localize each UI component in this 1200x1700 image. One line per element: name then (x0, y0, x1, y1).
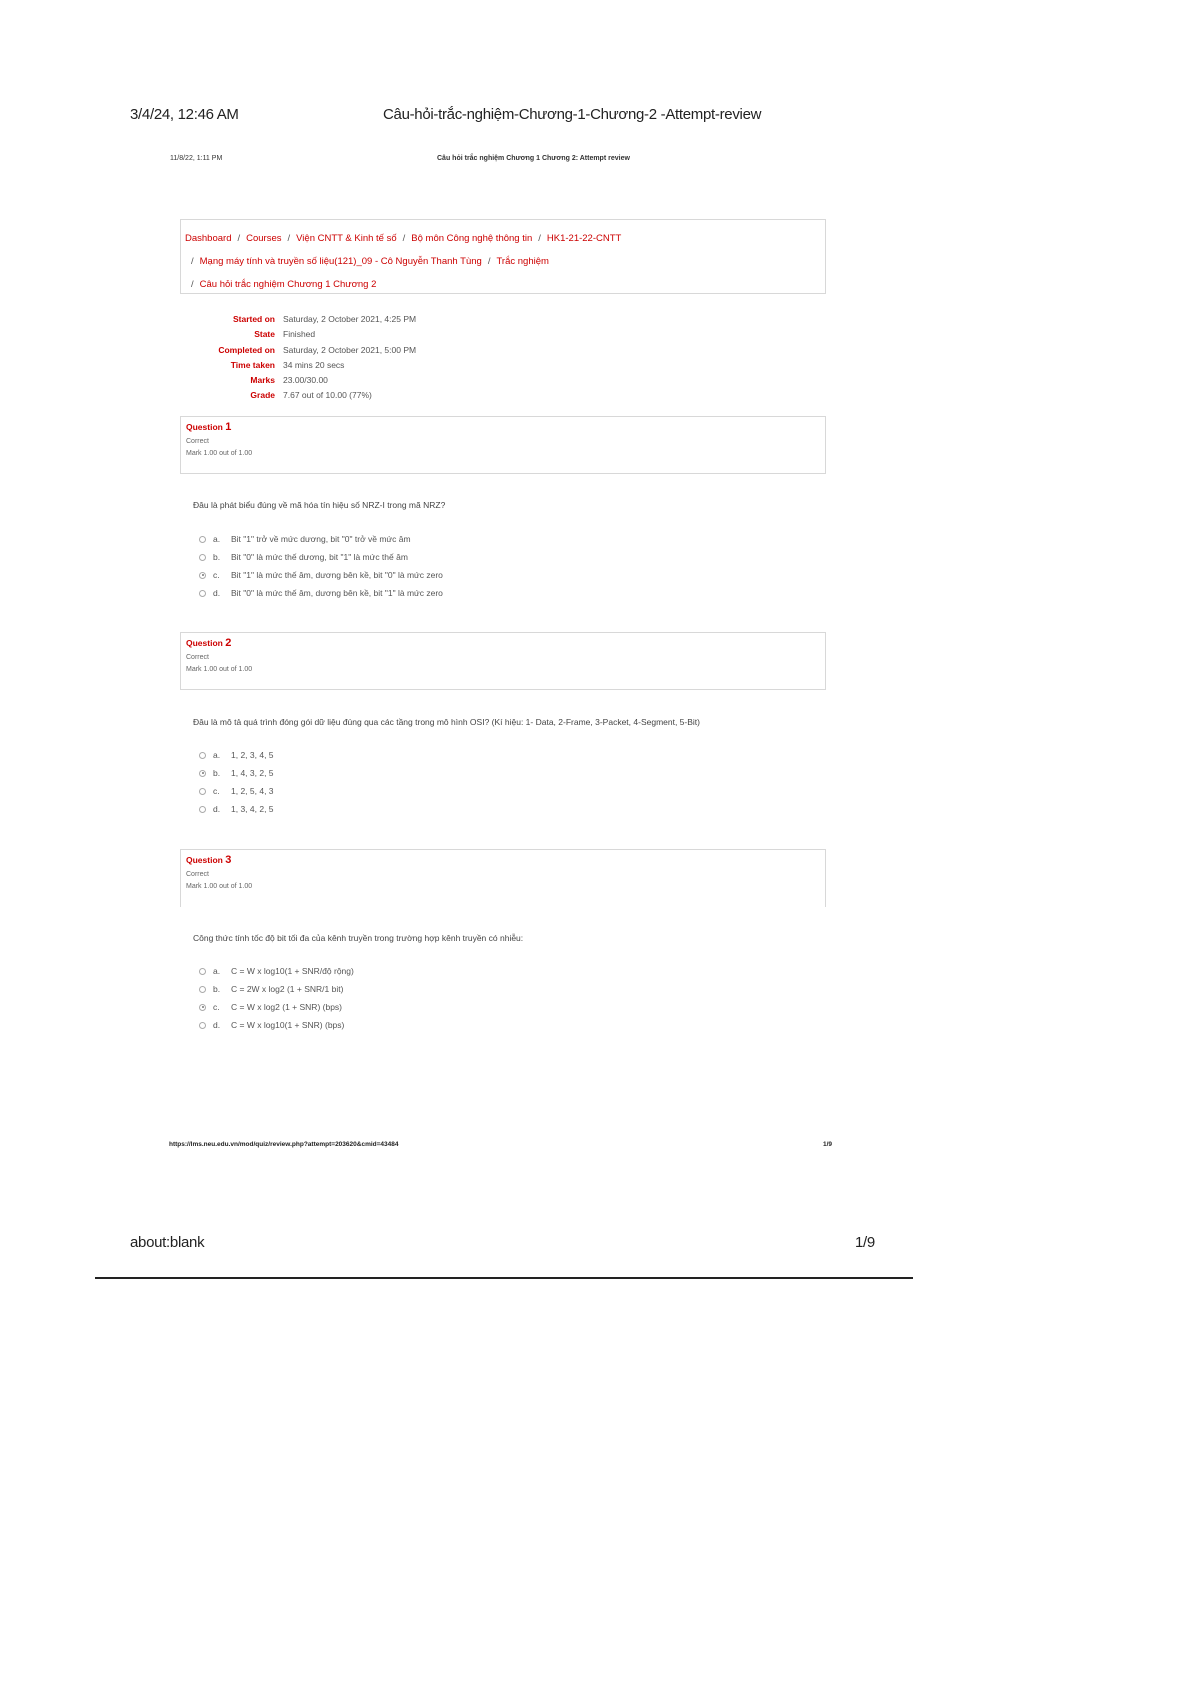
breadcrumb-separator: / (191, 279, 194, 290)
summary-row (180, 343, 416, 358)
print-footer-page: 1/9 (855, 1234, 875, 1251)
breadcrumb-separator: / (237, 233, 241, 244)
question-text-1: Đâu là phát biểu đúng về mã hóa tín hiệu số NRZ-I trong mã NRZ? (193, 500, 446, 510)
answer-option[interactable]: d. C = W x log10(1 + SNR) (bps) (199, 1016, 354, 1034)
summary-value: 23.00/30.00 (283, 375, 328, 386)
radio-button[interactable] (199, 554, 206, 561)
breadcrumb-quiz[interactable]: Câu hỏi trắc nghiệm Chương 1 Chương 2 (199, 279, 377, 290)
breadcrumb-courses[interactable]: Courses (246, 233, 282, 244)
question-text-2: Đâu là mô tả quá trình đóng gói dữ liệu đúng qua các tầng trong mô hình OSI? (Kí hiệu: 1- Data, 2-Frame, 3-Packet, 4-Segment, 5-Bit) (193, 717, 700, 727)
radio-button[interactable] (199, 806, 206, 813)
breadcrumb (180, 219, 826, 294)
answer-option[interactable]: c. Bit "1" là mức thế âm, dương bên kề, bit "0" là mức zero (199, 566, 443, 584)
question-mark: Mark 1.00 out of 1.00 (186, 666, 253, 673)
question-state: Correct (186, 438, 209, 445)
question-info-3 (180, 849, 826, 907)
radio-button[interactable] (199, 968, 206, 975)
answer-list-2 (199, 746, 274, 818)
print-title: Câu-hỏi-trắc-nghiệm-Chương-1-Chương-2 -Attempt-review (383, 106, 762, 123)
summary-value: Saturday, 2 October 2021, 5:00 PM (283, 344, 417, 355)
summary-label: Marks (250, 375, 275, 386)
footer-divider (95, 1277, 913, 1279)
breadcrumb-separator: / (402, 233, 406, 244)
question-number: Question 2 (186, 637, 232, 649)
radio-button[interactable] (199, 788, 206, 795)
summary-value: Finished (283, 329, 316, 340)
answer-list-1 (199, 530, 443, 602)
breadcrumb-quiz-section[interactable]: Trắc nghiệm (496, 256, 549, 267)
question-number: Question 1 (186, 421, 232, 433)
summary-value: Saturday, 2 October 2021, 4:25 PM (283, 314, 417, 324)
answer-option[interactable]: b. C = 2W x log2 (1 + SNR/1 bit) (199, 980, 354, 998)
radio-button[interactable] (199, 590, 206, 597)
breadcrumb-dashboard[interactable]: Dashboard (185, 233, 232, 244)
summary-label: Grade (250, 390, 275, 401)
question-mark: Mark 1.00 out of 1.00 (186, 450, 253, 457)
question-state: Correct (186, 871, 209, 878)
summary-value: 34 mins 20 secs (283, 359, 345, 370)
print-footer-url: about:blank (130, 1234, 205, 1251)
question-info-2 (180, 632, 826, 690)
summary-label: State (254, 329, 275, 340)
breadcrumb-course[interactable]: Mạng máy tính và truyền số liệu(121)_09 - Cô Nguyễn Thanh Tùng (199, 256, 482, 267)
radio-button[interactable] (199, 752, 206, 759)
radio-button-selected[interactable] (199, 572, 206, 579)
answer-option[interactable]: a. C = W x log10(1 + SNR/độ rộng) (199, 962, 354, 980)
inner-date: 11/8/22, 1:11 PM (170, 155, 223, 162)
answer-option[interactable]: d. Bit "0" là mức thế âm, dương bên kề, bit "1" là mức zero (199, 584, 443, 602)
summary-row (180, 312, 416, 327)
radio-button-selected[interactable] (199, 1004, 206, 1011)
summary-label: Completed on (218, 344, 275, 355)
radio-button-selected[interactable] (199, 770, 206, 777)
summary-row (180, 388, 416, 403)
question-state: Correct (186, 654, 209, 661)
answer-option[interactable]: c. C = W x log2 (1 + SNR) (bps) (199, 998, 354, 1016)
question-mark: Mark 1.00 out of 1.00 (186, 883, 253, 890)
print-date: 3/4/24, 12:46 AM (130, 106, 239, 123)
answer-option[interactable]: c. 1, 2, 5, 4, 3 (199, 782, 274, 800)
answer-option[interactable]: d. 1, 3, 4, 2, 5 (199, 800, 274, 818)
question-text-3: Công thức tính tốc độ bit tối đa của kênh truyền trong trường hợp kênh truyền có nhiễu: (193, 933, 524, 943)
radio-button[interactable] (199, 1022, 206, 1029)
summary-label: Started on (232, 314, 275, 324)
answer-list-3 (199, 962, 354, 1034)
inner-footer-page: 1/9 (823, 1141, 833, 1148)
radio-button[interactable] (199, 986, 206, 993)
summary-row (180, 327, 416, 342)
inner-footer-url: https://lms.neu.edu.vn/mod/quiz/review.php?attempt=203620&cmid=43484 (169, 1141, 399, 1148)
breadcrumb-semester[interactable]: HK1-21-22-CNTT (546, 233, 622, 244)
answer-option[interactable]: a. Bit "1" trở về mức dương, bit "0" trở về mức âm (199, 530, 443, 548)
summary-value: 7.67 out of 10.00 (77%) (283, 390, 372, 401)
breadcrumb-separator: / (538, 233, 541, 244)
summary-row (180, 373, 416, 388)
summary-label: Time taken (230, 359, 275, 370)
inner-title: Câu hỏi trắc nghiệm Chương 1 Chương 2: Attempt review (437, 155, 630, 162)
question-number: Question 3 (186, 854, 232, 866)
answer-option[interactable]: b. 1, 4, 3, 2, 5 (199, 764, 274, 782)
answer-option[interactable]: a. 1, 2, 3, 4, 5 (199, 746, 274, 764)
question-info-1 (180, 416, 826, 474)
breadcrumb-separator: / (287, 233, 291, 244)
summary-row (180, 358, 416, 373)
radio-button[interactable] (199, 536, 206, 543)
breadcrumb-department[interactable]: Bộ môn Công nghệ thông tin (411, 233, 533, 244)
attempt-summary (180, 312, 416, 404)
answer-option[interactable]: b. Bit "0" là mức thế dương, bit "1" là mức thế âm (199, 548, 443, 566)
breadcrumb-separator: / (487, 256, 491, 267)
breadcrumb-institute[interactable]: Viện CNTT & Kinh tế số (296, 233, 397, 244)
breadcrumb-separator: / (191, 256, 194, 267)
